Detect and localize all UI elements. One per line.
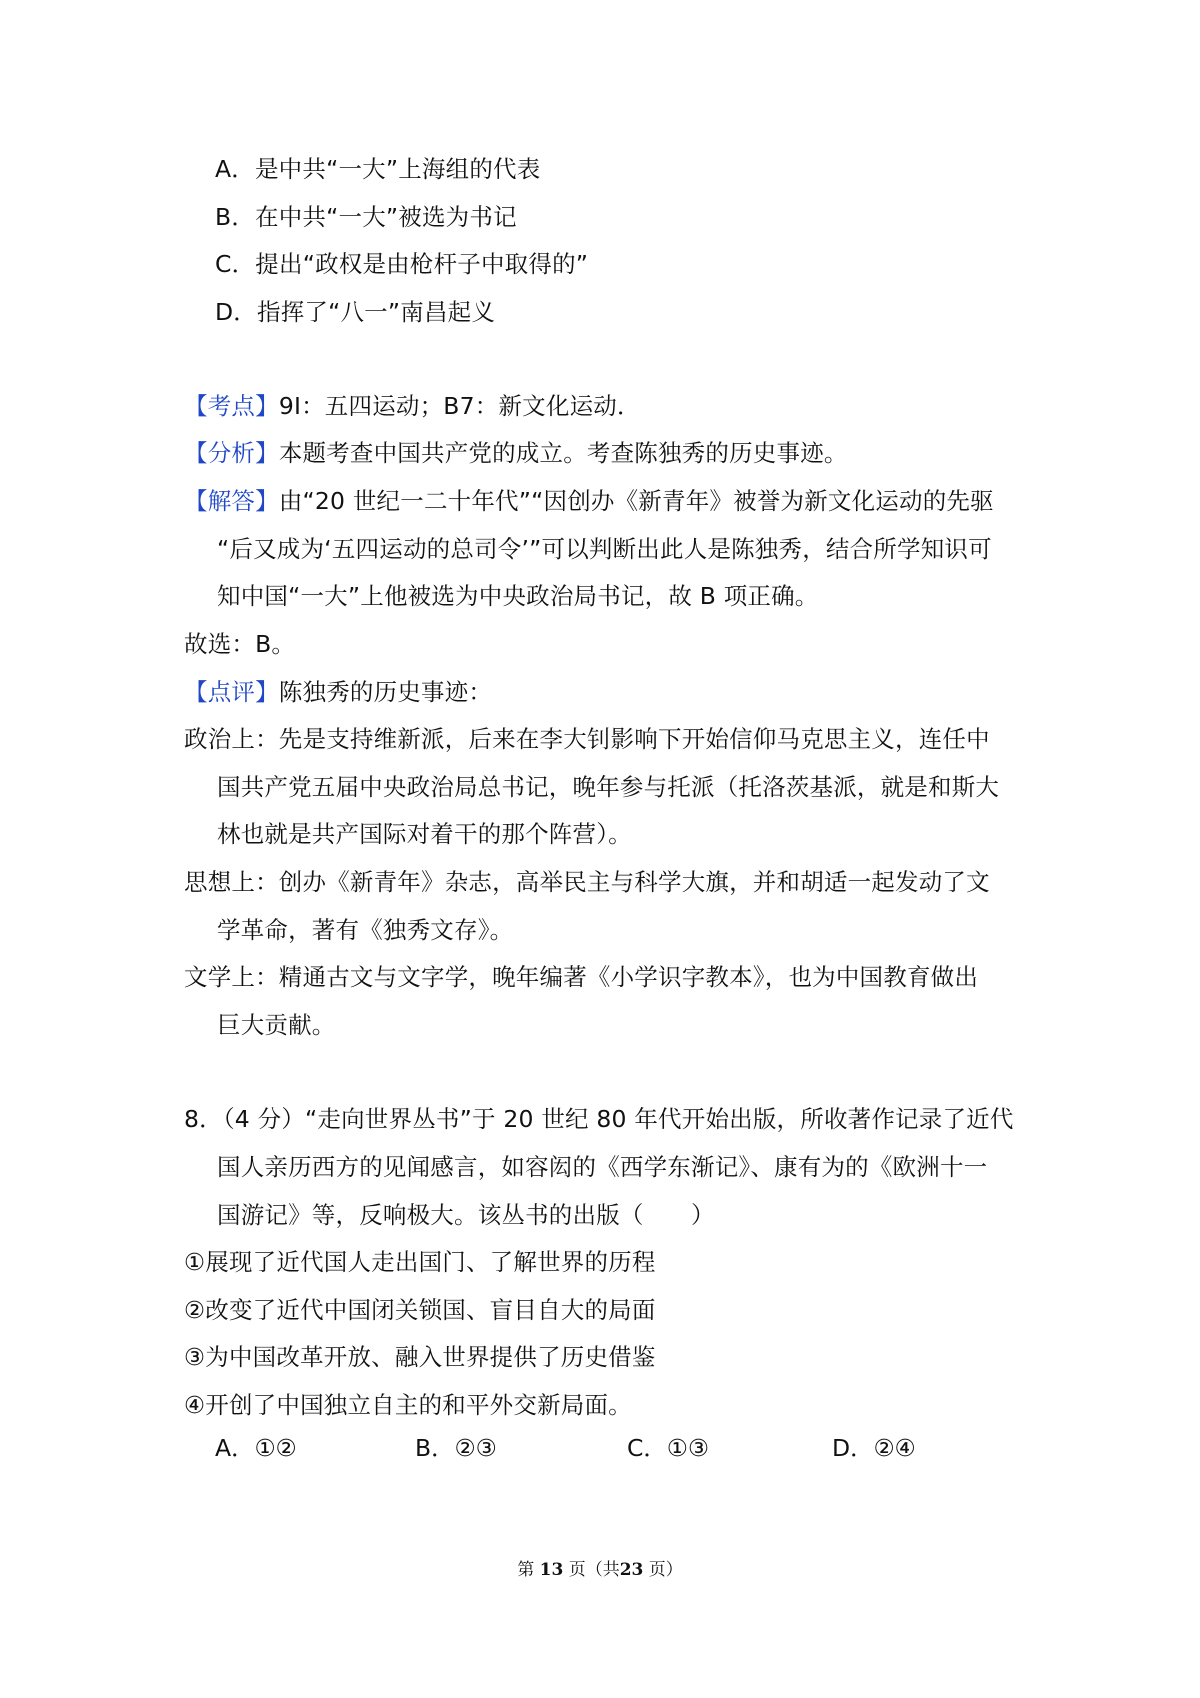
q8-item-1: ①展现了近代国人走出国门、了解世界的历程 <box>184 1248 656 1276</box>
q8-choice-a: A．①② <box>215 1434 297 1462</box>
q8-item-3: ③为中国改革开放、融入世界提供了历史借鉴 <box>184 1343 656 1371</box>
jieda-line-3: 知中国“一大”上他被选为中央政治局书记，故 B 项正确。 <box>217 582 819 610</box>
kaodian-text: 9I：五四运动；B7：新文化运动． <box>278 392 641 420</box>
footer-page-number: 13 <box>539 1560 564 1580</box>
fenxi-line <box>184 437 1024 469</box>
option-a: A．是中共“一大”上海组的代表 <box>215 155 541 183</box>
q8-choices <box>215 1432 975 1464</box>
q8-stem-line-2: 国人亲历西方的见闻感言，如容闳的《西学东渐记》、康有为的《欧洲十一 <box>217 1153 988 1181</box>
jieda-line-2: “后又成为‘五四运动的总司令’”可以判断出此人是陈独秀，结合所学知识可 <box>217 535 992 563</box>
literature-line-1: 文学上：精通古文与文字学，晚年编著《小学识字教本》，也为中国教育做出 <box>184 963 979 991</box>
page-footer <box>0 1558 1200 1582</box>
fenxi-tag: 【分析】 <box>184 439 279 467</box>
kaodian-line <box>184 390 1024 422</box>
option-d: D．指挥了“八一”南昌起义 <box>215 298 496 326</box>
option-b: B．在中共“一大”被选为书记 <box>215 203 517 231</box>
politics-line-1: 政治上：先是支持维新派，后来在李大钊影响下开始信仰马克思主义，连任中 <box>184 725 990 753</box>
kaodian-tag: 【考点】 <box>184 392 279 420</box>
fenxi-text: 本题考查中国共产党的成立。考查陈独秀的历史事迹。 <box>278 439 848 467</box>
guxuan-line: 故选：B。 <box>184 630 296 658</box>
dianping-line <box>184 676 1024 708</box>
thought-line-2: 学革命，著有《独秀文存》。 <box>217 916 514 944</box>
footer-mid: 页（共 <box>568 1560 620 1580</box>
q8-choice-b: B．②③ <box>415 1434 497 1462</box>
q8-item-4: ④开创了中国独立自主的和平外交新局面。 <box>184 1391 632 1419</box>
q8-stem-line-1: 8．（4 分）“走向世界丛书”于 20 世纪 80 年代开始出版，所收著作记录了近代 <box>184 1105 1014 1133</box>
jieda-tag: 【解答】 <box>184 487 279 515</box>
footer-total-pages: 23 <box>619 1560 644 1580</box>
q8-item-2: ②改变了近代中国闭关锁国、盲目自大的局面 <box>184 1296 656 1324</box>
thought-line-1: 思想上：创办《新青年》杂志，高举民主与科学大旗，并和胡适一起发动了文 <box>184 868 990 896</box>
option-c: C．提出“政权是由枪杆子中取得的” <box>215 250 589 278</box>
politics-line-3: 林也就是共产国际对着干的那个阵营）。 <box>217 820 632 848</box>
jieda-text-1: 由“20 世纪一二十年代”“因创办《新青年》被誉为新文化运动的先驱 <box>278 487 994 515</box>
q8-choice-c: C．①③ <box>627 1434 710 1462</box>
dianping-text: 陈独秀的历史事迹： <box>278 678 493 706</box>
literature-line-2: 巨大贡献。 <box>217 1011 336 1039</box>
dianping-tag: 【点评】 <box>184 678 279 706</box>
jieda-line-1 <box>184 485 1024 517</box>
q8-choice-d: D．②④ <box>832 1434 916 1462</box>
footer-post: 页） <box>648 1560 683 1580</box>
politics-line-2: 国共产党五届中央政治局总书记，晚年参与托派（托洛茨基派，就是和斯大 <box>217 773 1000 801</box>
q8-stem-line-3: 国游记》等，反响极大。该丛书的出版（ ） <box>217 1201 715 1229</box>
footer-pre: 第 <box>517 1560 535 1580</box>
